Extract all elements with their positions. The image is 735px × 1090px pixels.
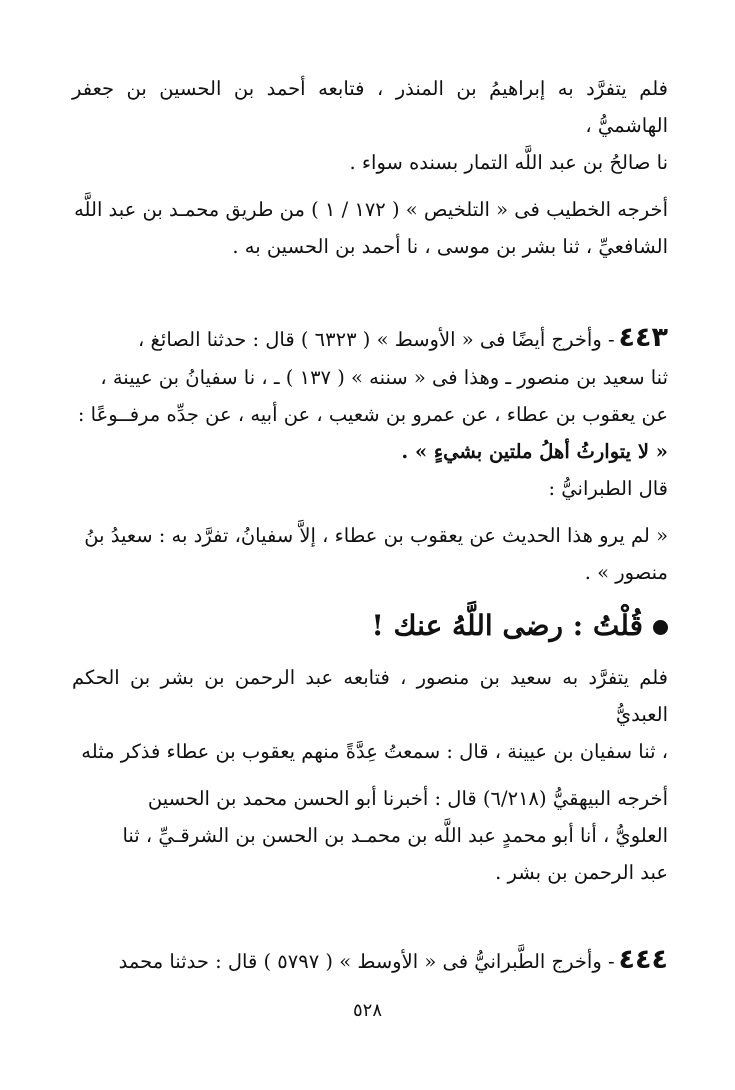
text-line: عبد الرحمن بن بشر .: [495, 861, 668, 884]
paragraph-2: [72, 191, 668, 265]
hadith-444: [72, 941, 668, 981]
tabarani-quote: [72, 517, 668, 591]
page-number: ٥٢٨: [352, 1000, 382, 1021]
text-line: الشافعيِّ ، ثنا بشر بن موسى ، نا أحمد بن الحسين به .: [232, 235, 668, 258]
hadith-heading: [72, 941, 668, 981]
text-line: فلم يتفرَّد به سعيد بن منصور ، فتابعه عبد الرحمن بن بشر بن الحكم العبديُّ: [72, 666, 668, 726]
text-line: أخرجه البيهقيُّ (٦/٢١٨) قال : أخبرنا أبو الحسن محمد بن الحسين: [147, 787, 668, 810]
text-line: أخرجه الخطيب فى « التلخيص » ( ١٧٢ / ١ ) من طريق محمـد بن عبد اللَّه: [74, 198, 668, 221]
text-line: نا صالحُ بن عبد اللَّه التمار بسنده سواء .: [349, 151, 668, 174]
text-line: عن يعقوب بن عطاء ، عن عمرو بن شعيب ، عن أبيه ، عن جدِّه مرفــوعًا :: [77, 403, 668, 426]
text-line: فلم يتفرَّد به إبراهيمُ بن المنذر ، فتابعه أحمد بن الحسين بن جعفر الهاشميُّ ،: [72, 77, 668, 137]
page-body: [72, 70, 668, 991]
paragraph-1: [72, 70, 668, 181]
paragraph-4: [72, 780, 668, 891]
bullet-icon: [653, 620, 668, 635]
text-line: ثنا سعيد بن منصور ـ وهذا فى « سننه » ( ١٣٧ ) ـ ، نا سفيانُ بن عيينة ،: [100, 366, 668, 389]
text-line: ، ثنا سفيان بن عيينة ، قال : سمعتُ عِدَّةً منهم يعقوب بن عطاء فذكر مثله: [81, 740, 668, 763]
text-line: « لم يرو هذا الحديث عن يعقوب بن عطاء ، إلاَّ سفيانُ، تفرَّد به : سعيدُ بنُ: [84, 524, 668, 547]
hadith-number: ٤٤٤: [618, 944, 668, 975]
spacer: [72, 901, 668, 941]
text-line: - وأخرج أيضًا فى « الأوسط » ( ٦٣٢٣ ) قال : حدثنا الصائغ ،: [138, 328, 615, 351]
hadith-quote: « لا يتوارثُ أهلُ ملتين بشيءٍ » .: [401, 440, 668, 463]
text-line: العلويُّ ، أنا أبو محمدٍ عبد اللَّه بن محمـد بن الحسن بن الشرقـيِّ ، ثنا: [122, 824, 668, 847]
hadith-443: [72, 319, 668, 507]
qult-text: قُلْتُ : رضى اللَّهُ عنك !: [371, 609, 643, 642]
hadith-heading: [72, 319, 668, 359]
text-line: منصور » .: [584, 561, 668, 584]
text-line: - وأخرج الطَّبرانيُّ فى « الأوسط » ( ٥٧٩٧ ) قال : حدثنا محمد: [118, 950, 615, 973]
qult-heading: [72, 601, 668, 651]
paragraph-3: [72, 659, 668, 770]
hadith-number: ٤٤٣: [618, 322, 668, 353]
spacer: [72, 275, 668, 319]
tabarani-label: قال الطبرانيُّ :: [548, 477, 668, 500]
